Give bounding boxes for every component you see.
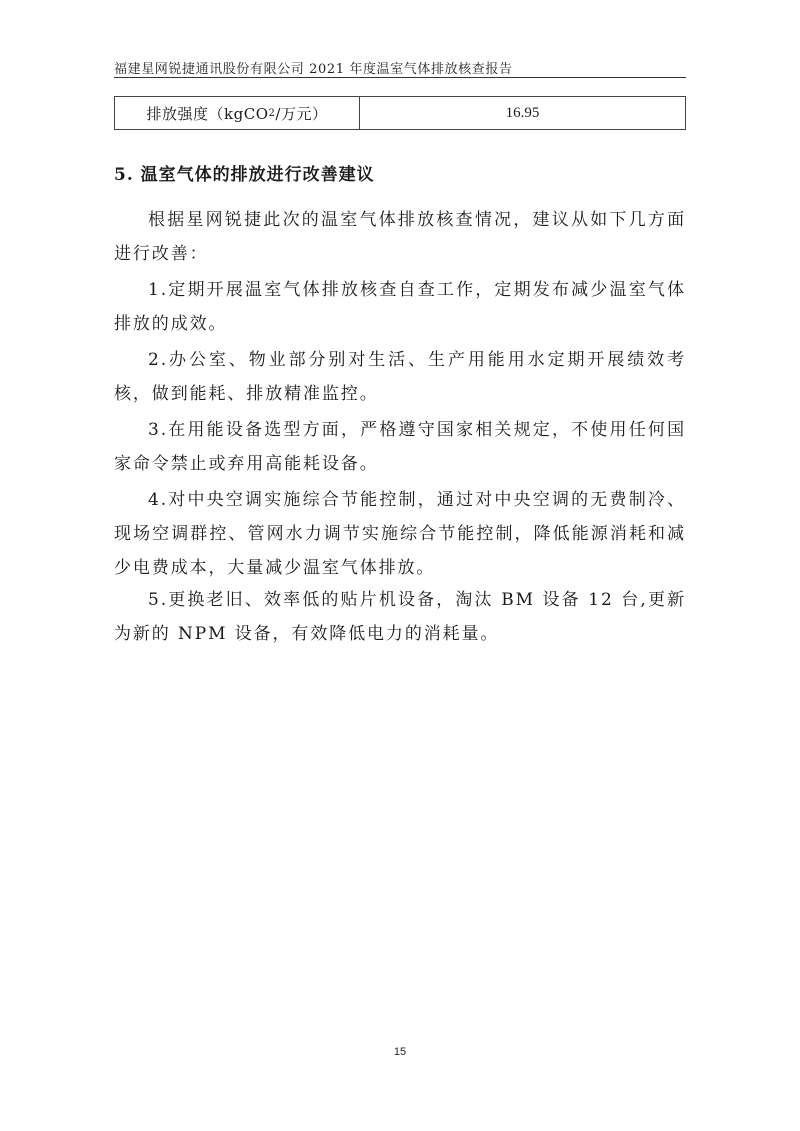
table-label-prefix: 排放强度（kgCO — [146, 104, 269, 123]
report-header-title: 福建星网锐捷通讯股份有限公司 2021 年度温室气体排放核查报告 — [114, 62, 513, 77]
table-value-cell: 16.95 — [505, 104, 540, 121]
intro-paragraph: 根据星网锐捷此次的温室气体排放核查情况，建议从如下几方面进行改善： — [114, 210, 686, 264]
table-label-suffix: /万元） — [275, 104, 328, 123]
suggestion-item-3: 3.在用能设备选型方面，严格遵守国家相关规定，不使用任何国家命令禁止或弃用高能耗设备。 — [114, 420, 686, 474]
suggestion-item-1: 1.定期开展温室气体排放核查自查工作，定期发布减少温室气体排放的成效。 — [114, 280, 686, 334]
emission-intensity-table — [114, 96, 686, 130]
suggestion-item-5: 5.更换老旧、效率低的贴片机设备，淘汰 BM 设备 12 台,更新为新的 NPM 设备，有效降低电力的消耗量。 — [114, 590, 686, 644]
section-heading: 5. 温室气体的排放进行改善建议 — [114, 165, 375, 185]
table-label-subscript: 2 — [268, 107, 276, 119]
page-number: 15 — [393, 1046, 407, 1058]
table-label-cell — [115, 97, 360, 129]
header-divider — [114, 77, 686, 78]
suggestion-item-4: 4.对中央空调实施综合节能控制，通过对中央空调的无费制冷、现场空调群控、管网水力调节实施综合节能控制，降低能源消耗和减少电费成本，大量减少温室气体排放。 — [114, 490, 686, 578]
suggestion-item-2: 2.办公室、物业部分别对生活、生产用能用水定期开展绩效考核，做到能耗、排放精准监控。 — [114, 350, 686, 404]
